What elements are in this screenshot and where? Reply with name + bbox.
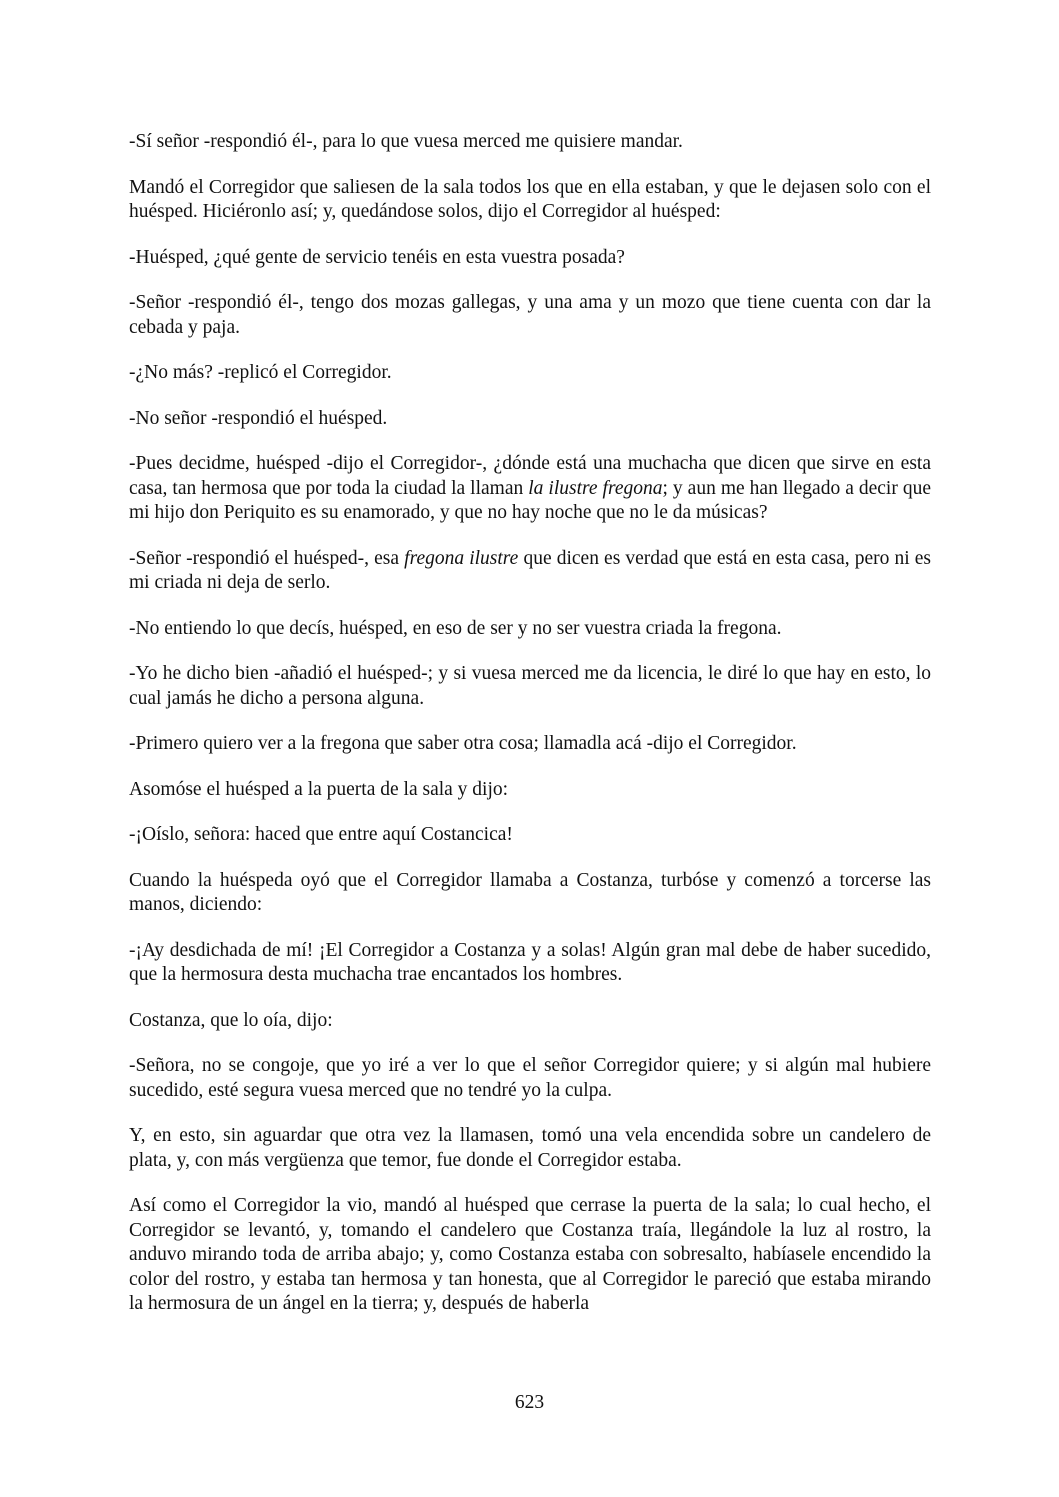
paragraph: Así como el Corregidor la vio, mandó al huésped que cerrase la puerta de la sala; lo cual hecho, el Corregidor se levantó, y, tomando el candelero que Costanza traía, llegándole la luz al rostro, la anduvo mirando toda de arriba abajo; y, como Costanza estaba con sobresalto, habíasele encendido la color del rostro, y estaba tan hermosa y tan honesta, que al Corregidor le pareció que estaba mirando la hermosura de un ángel en la tierra; y, después de haberla <box>129 1195 931 1314</box>
paragraph: Costanza, que lo oía, dijo: <box>129 1009 333 1031</box>
paragraph: -Sí señor -respondió él-, para lo que vuesa merced me quisiere mandar. <box>129 131 683 152</box>
paragraph: Mandó el Corregidor que saliesen de la sala todos los que en ella estaban, y que le dejasen solo con el huésped. Hiciéronlo así; y, quedándose solos, dijo el Corregidor al huésped: <box>129 176 931 222</box>
paragraph: -Señor -respondió él-, tengo dos mozas gallegas, y una ama y un mozo que tiene cuenta con dar la cebada y paja. <box>129 292 931 338</box>
paragraph <box>129 452 931 526</box>
paragraph-text: ; y aun me han llegado a decir que mi hijo don Periquito es su enamorado, y que no hay noche que no le da músicas? <box>129 477 932 523</box>
paragraph: -Huésped, ¿qué gente de servicio tenéis en esta vuestra posada? <box>129 246 625 268</box>
paragraph: -Señora, no se congoje, que yo iré a ver lo que el señor Corregidor quiere; y si algún mal hubiere sucedido, esté segura vuesa merced que no tendré yo la culpa. <box>129 1055 931 1101</box>
paragraph: -Yo he dicho bien -añadió el huésped-; y si vuesa merced me da licencia, le diré lo que hay en esto, lo cual jamás he dicho a persona alguna. <box>129 663 931 709</box>
italic-title: fregona ilustre <box>404 547 519 569</box>
page-number: 623 <box>514 1392 545 1413</box>
paragraph: Cuando la huéspeda oyó que el Corregidor llamaba a Costanza, turbóse y comenzó a torcerse las manos, diciendo: <box>129 869 931 915</box>
body-text <box>129 130 931 1338</box>
paragraph: -No entiendo lo que decís, huésped, en eso de ser y no ser vuestra criada la fregona. <box>129 617 782 639</box>
paragraph: -Primero quiero ver a la fregona que saber otra cosa; llamadla acá -dijo el Corregidor. <box>129 733 797 754</box>
paragraph <box>129 547 931 596</box>
paragraph: -No señor -respondió el huésped. <box>129 407 388 429</box>
paragraph: -¡Oíslo, señora: haced que entre aquí Costancica! <box>129 824 513 845</box>
paragraph: Asomóse el huésped a la puerta de la sala y dijo: <box>129 778 509 800</box>
paragraph-text: -Pues decidme, huésped -dijo el Corregidor-, ¿dónde está una muchacha que dicen que sirve en esta casa, tan hermosa que por toda la ciudad la llaman <box>129 453 931 499</box>
paragraph-text: -Señor -respondió el huésped-, esa <box>129 547 405 569</box>
italic-title: la ilustre fregona <box>528 477 663 499</box>
paragraph: -¿No más? -replicó el Corregidor. <box>129 362 392 383</box>
paragraph: -¡Ay desdichada de mí! ¡El Corregidor a Costanza y a solas! Algún gran mal debe de haber sucedido, que la hermosura desta muchacha trae encantados los hombres. <box>129 939 931 985</box>
paragraph: Y, en esto, sin aguardar que otra vez la llamasen, tomó una vela encendida sobre un candelero de plata, y, con más vergüenza que temor, fue donde el Corregidor estaba. <box>129 1125 931 1171</box>
paragraph-text: que dicen es verdad que está en esta casa, pero ni es mi criada ni deja de serlo. <box>129 547 931 593</box>
